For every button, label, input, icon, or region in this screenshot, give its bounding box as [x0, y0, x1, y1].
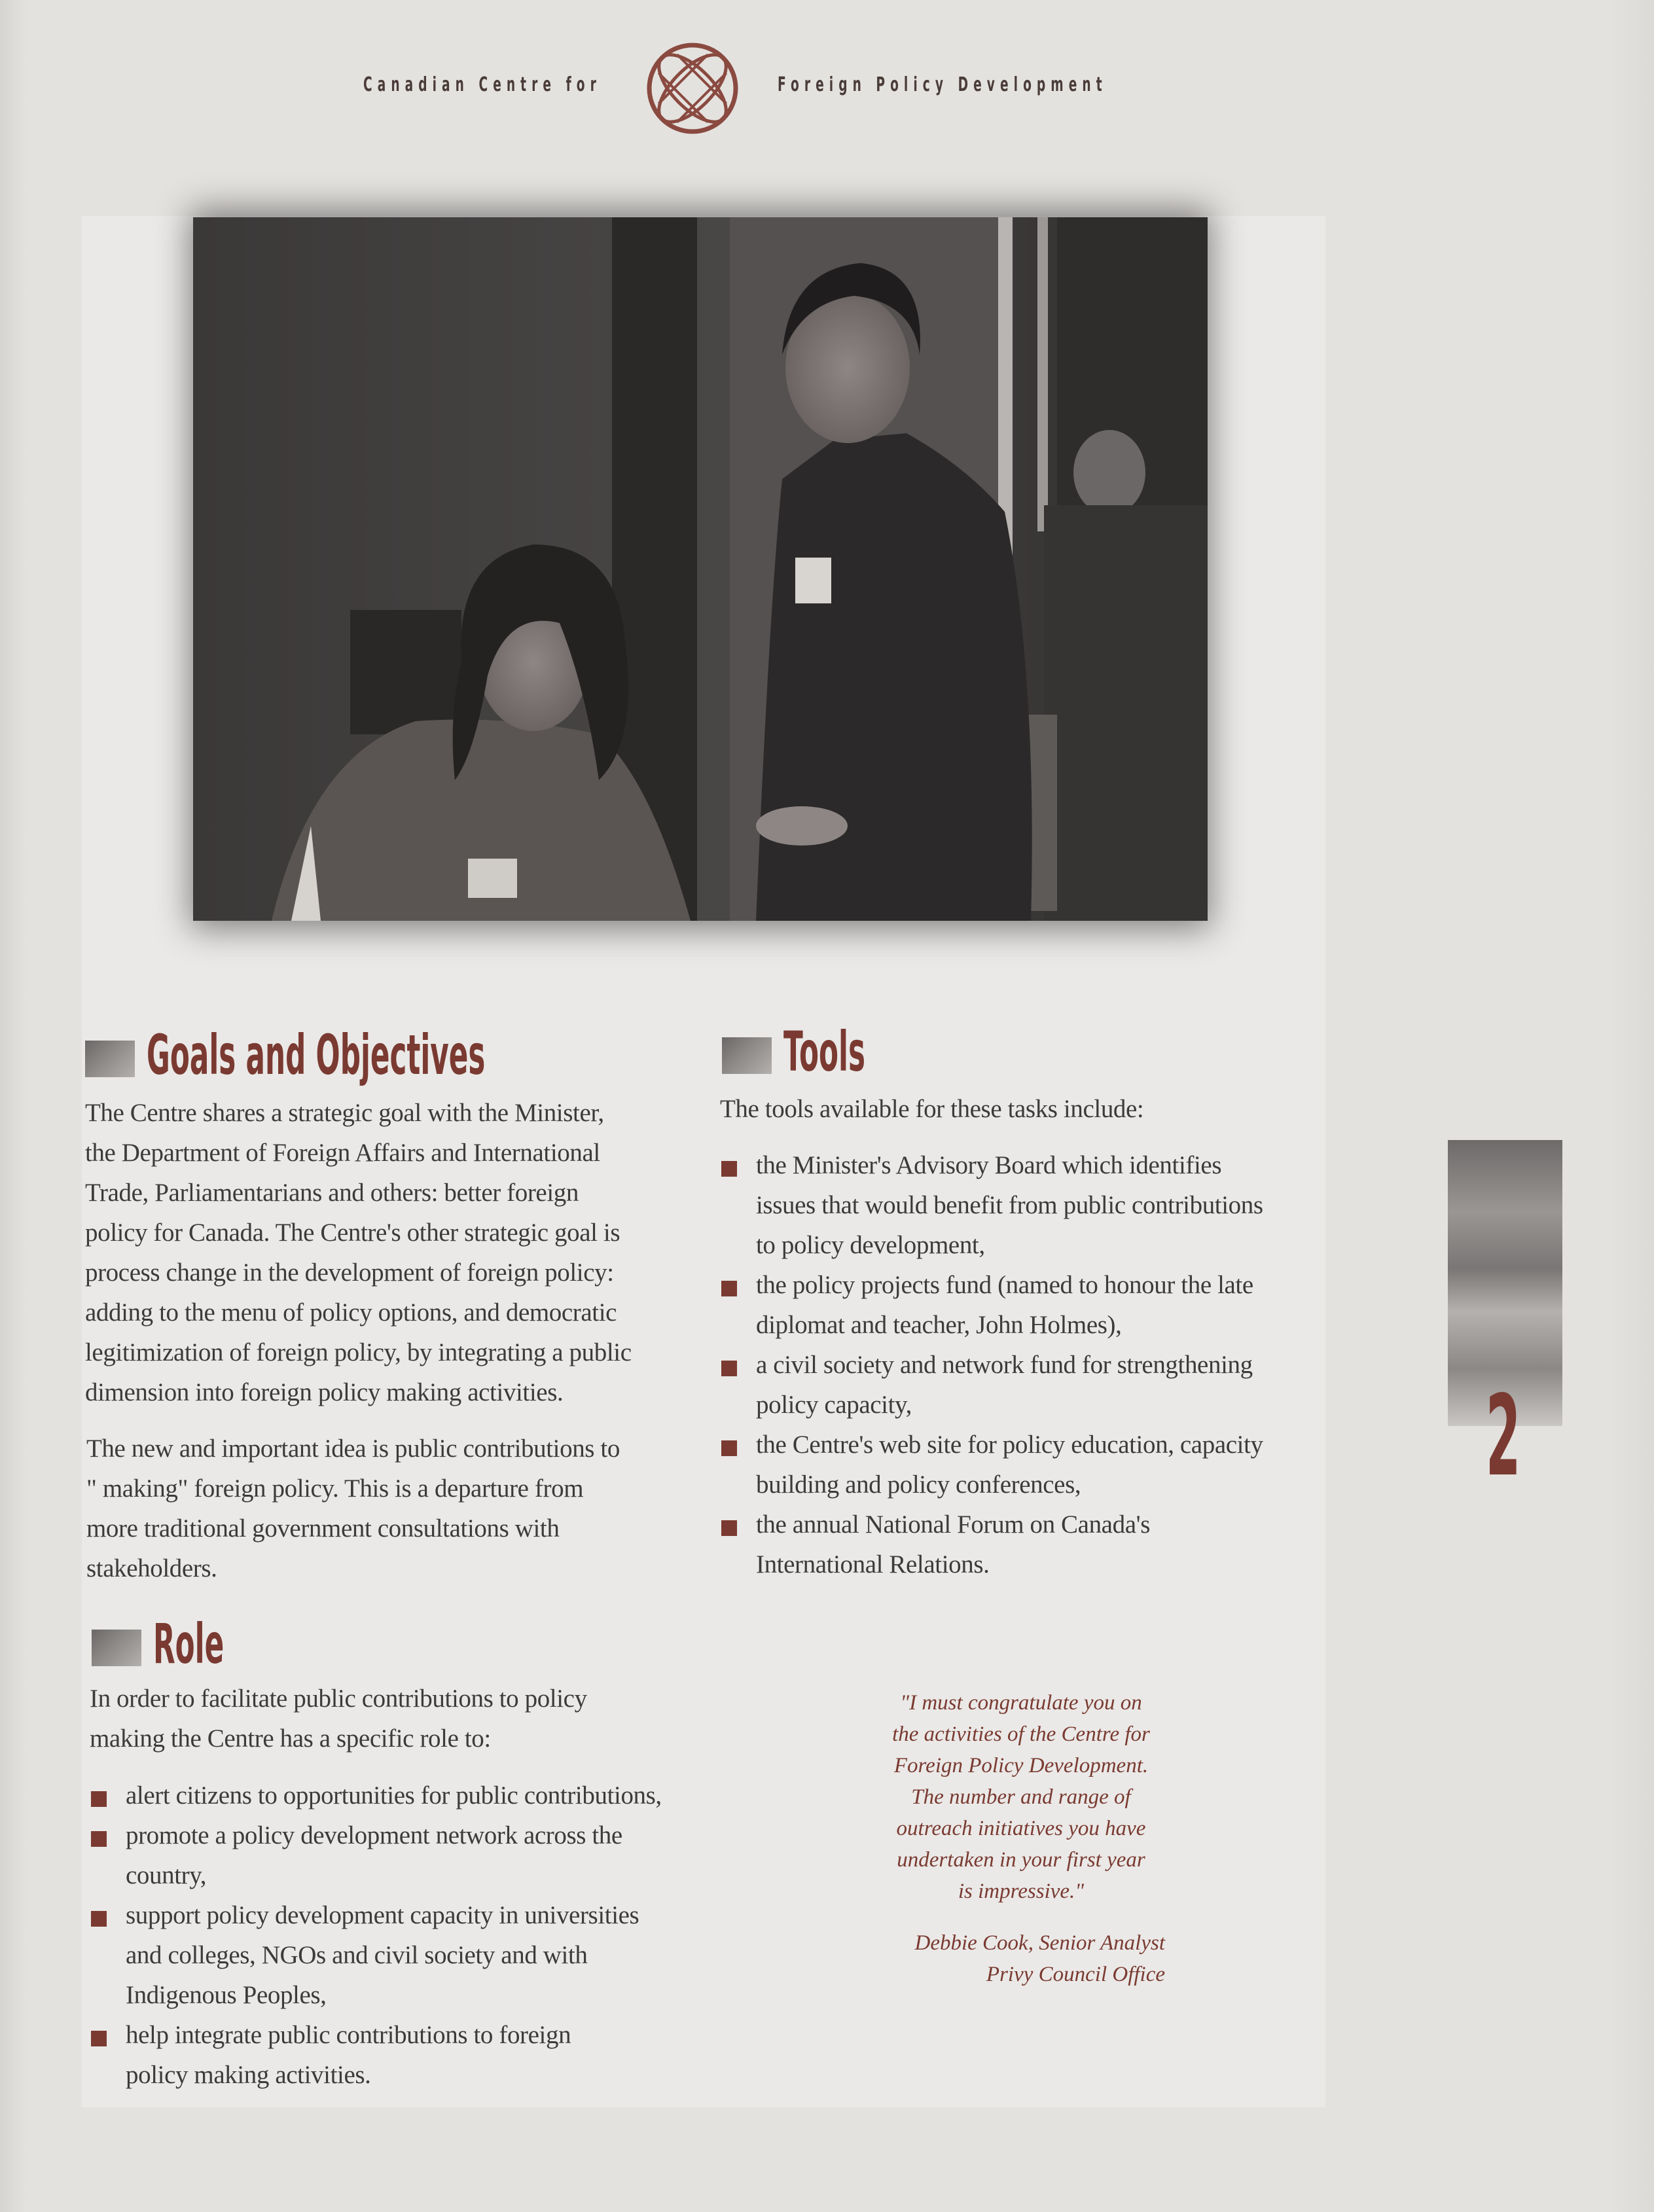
text-line: the Minister's Advisory Board which identifies — [756, 1151, 1222, 1179]
quote-line: Foreign Policy Development. — [893, 1754, 1149, 1777]
text-line: to policy development, — [756, 1231, 985, 1259]
text-line: The Centre shares a strategic goal with the Minister, — [85, 1099, 604, 1127]
list-item — [720, 1265, 1329, 1345]
text-line: legitimization of foreign policy, by integrating a public — [85, 1338, 632, 1366]
list-item — [90, 1815, 711, 1895]
tools-intro: The tools available for these tasks include: — [720, 1095, 1144, 1123]
text-line: building and policy conferences, — [756, 1471, 1081, 1499]
text-line: policy for Canada. The Centre's other strategic goal is — [85, 1219, 620, 1247]
quote-attribution — [851, 1927, 1165, 1990]
text-line: support policy development capacity in universities — [126, 1901, 639, 1929]
two-women-photo-icon — [193, 217, 1208, 921]
header-right-title: Foreign Policy Development — [778, 73, 1107, 96]
bullet-square-icon — [91, 1791, 107, 1807]
role-heading — [92, 1612, 289, 1676]
text-line: country, — [126, 1861, 207, 1889]
list-item — [90, 1895, 711, 2015]
testimonial-quote — [851, 1687, 1191, 1907]
text-line: policy capacity, — [756, 1391, 912, 1419]
text-line: stakeholders. — [86, 1554, 217, 1582]
quote-line: the activities of the Centre for — [892, 1722, 1150, 1746]
bullet-square-icon — [91, 1831, 107, 1847]
text-line: dimension into foreign policy making activities. — [85, 1378, 564, 1406]
quote-line: "I must congratulate you on — [900, 1691, 1142, 1715]
bullet-square-icon — [721, 1361, 737, 1376]
list-item — [90, 2015, 711, 2095]
quote-line: outreach initiatives you have — [896, 1817, 1146, 1840]
list-item — [720, 1145, 1329, 1265]
heading-block-icon — [722, 1037, 772, 1074]
bullet-square-icon — [91, 2031, 107, 2046]
role-heading-text: Role — [153, 1612, 225, 1676]
text-line: the policy projects fund (named to honour the late — [756, 1271, 1253, 1299]
goals-paragraph-1 — [85, 1093, 687, 1412]
bullet-square-icon — [721, 1440, 737, 1456]
text-line: more traditional government consultations with — [86, 1514, 560, 1543]
goals-heading-text: Goals and Objectives — [147, 1023, 486, 1087]
tools-heading — [722, 1020, 941, 1084]
text-line: policy making activities. — [126, 2061, 371, 2089]
page-number: 2 — [1486, 1372, 1521, 1501]
text-line: In order to facilitate public contributions to policy — [90, 1685, 587, 1713]
header-left-title: Canadian Centre for — [363, 73, 602, 96]
quote-line: undertaken in your first year — [897, 1848, 1145, 1872]
attribution-name: Debbie Cook, Senior Analyst — [914, 1931, 1165, 1955]
text-line: making the Centre has a specific role to: — [90, 1724, 491, 1753]
attribution-org: Privy Council Office — [986, 1963, 1165, 1986]
goals-paragraph-2 — [86, 1429, 689, 1588]
text-line: the Department of Foreign Affairs and International — [85, 1139, 600, 1167]
text-line: adding to the menu of policy options, and democratic — [85, 1298, 617, 1327]
heading-block-icon — [92, 1630, 141, 1666]
text-line: Trade, Parliamentarians and others: better foreign — [85, 1179, 579, 1207]
role-intro — [90, 1679, 692, 1758]
quote-line: is impressive." — [958, 1880, 1085, 1903]
text-line: The new and important idea is public contributions to — [86, 1435, 620, 1463]
text-line: help integrate public contributions to foreign — [126, 2021, 571, 2049]
bullet-square-icon — [721, 1161, 737, 1177]
list-item — [720, 1425, 1329, 1505]
list-item — [90, 1775, 711, 1815]
text-line: International Relations. — [756, 1550, 990, 1579]
text-line: promote a policy development network across the — [126, 1821, 622, 1849]
text-line: alert citizens to opportunities for public contributions, — [126, 1781, 662, 1810]
bullet-square-icon — [721, 1281, 737, 1296]
globe-logo-icon — [645, 41, 740, 136]
text-line: issues that would benefit from public contributions — [756, 1191, 1263, 1219]
heading-block-icon — [85, 1041, 135, 1077]
list-item — [720, 1345, 1329, 1425]
text-line: the annual National Forum on Canada's — [756, 1510, 1151, 1539]
bullet-square-icon — [721, 1520, 737, 1536]
text-line: Indigenous Peoples, — [126, 1981, 327, 2009]
event-photo — [193, 217, 1208, 921]
list-item — [720, 1505, 1329, 1584]
text-line: diplomat and teacher, John Holmes), — [756, 1311, 1122, 1339]
text-line: and colleges, NGOs and civil society and with — [126, 1941, 588, 1969]
goals-heading — [85, 1023, 798, 1087]
tools-list — [720, 1145, 1329, 1584]
text-line: the Centre's web site for policy education, capacity — [756, 1431, 1263, 1459]
bullet-square-icon — [91, 1911, 107, 1927]
tools-heading-text: Tools — [783, 1020, 865, 1084]
text-line: " making" foreign policy. This is a departure from — [86, 1474, 584, 1503]
text-line: process change in the development of foreign policy: — [85, 1258, 614, 1287]
role-list — [90, 1775, 711, 2095]
quote-line: The number and range of — [911, 1785, 1131, 1809]
text-line: a civil society and network fund for strengthening — [756, 1351, 1253, 1379]
